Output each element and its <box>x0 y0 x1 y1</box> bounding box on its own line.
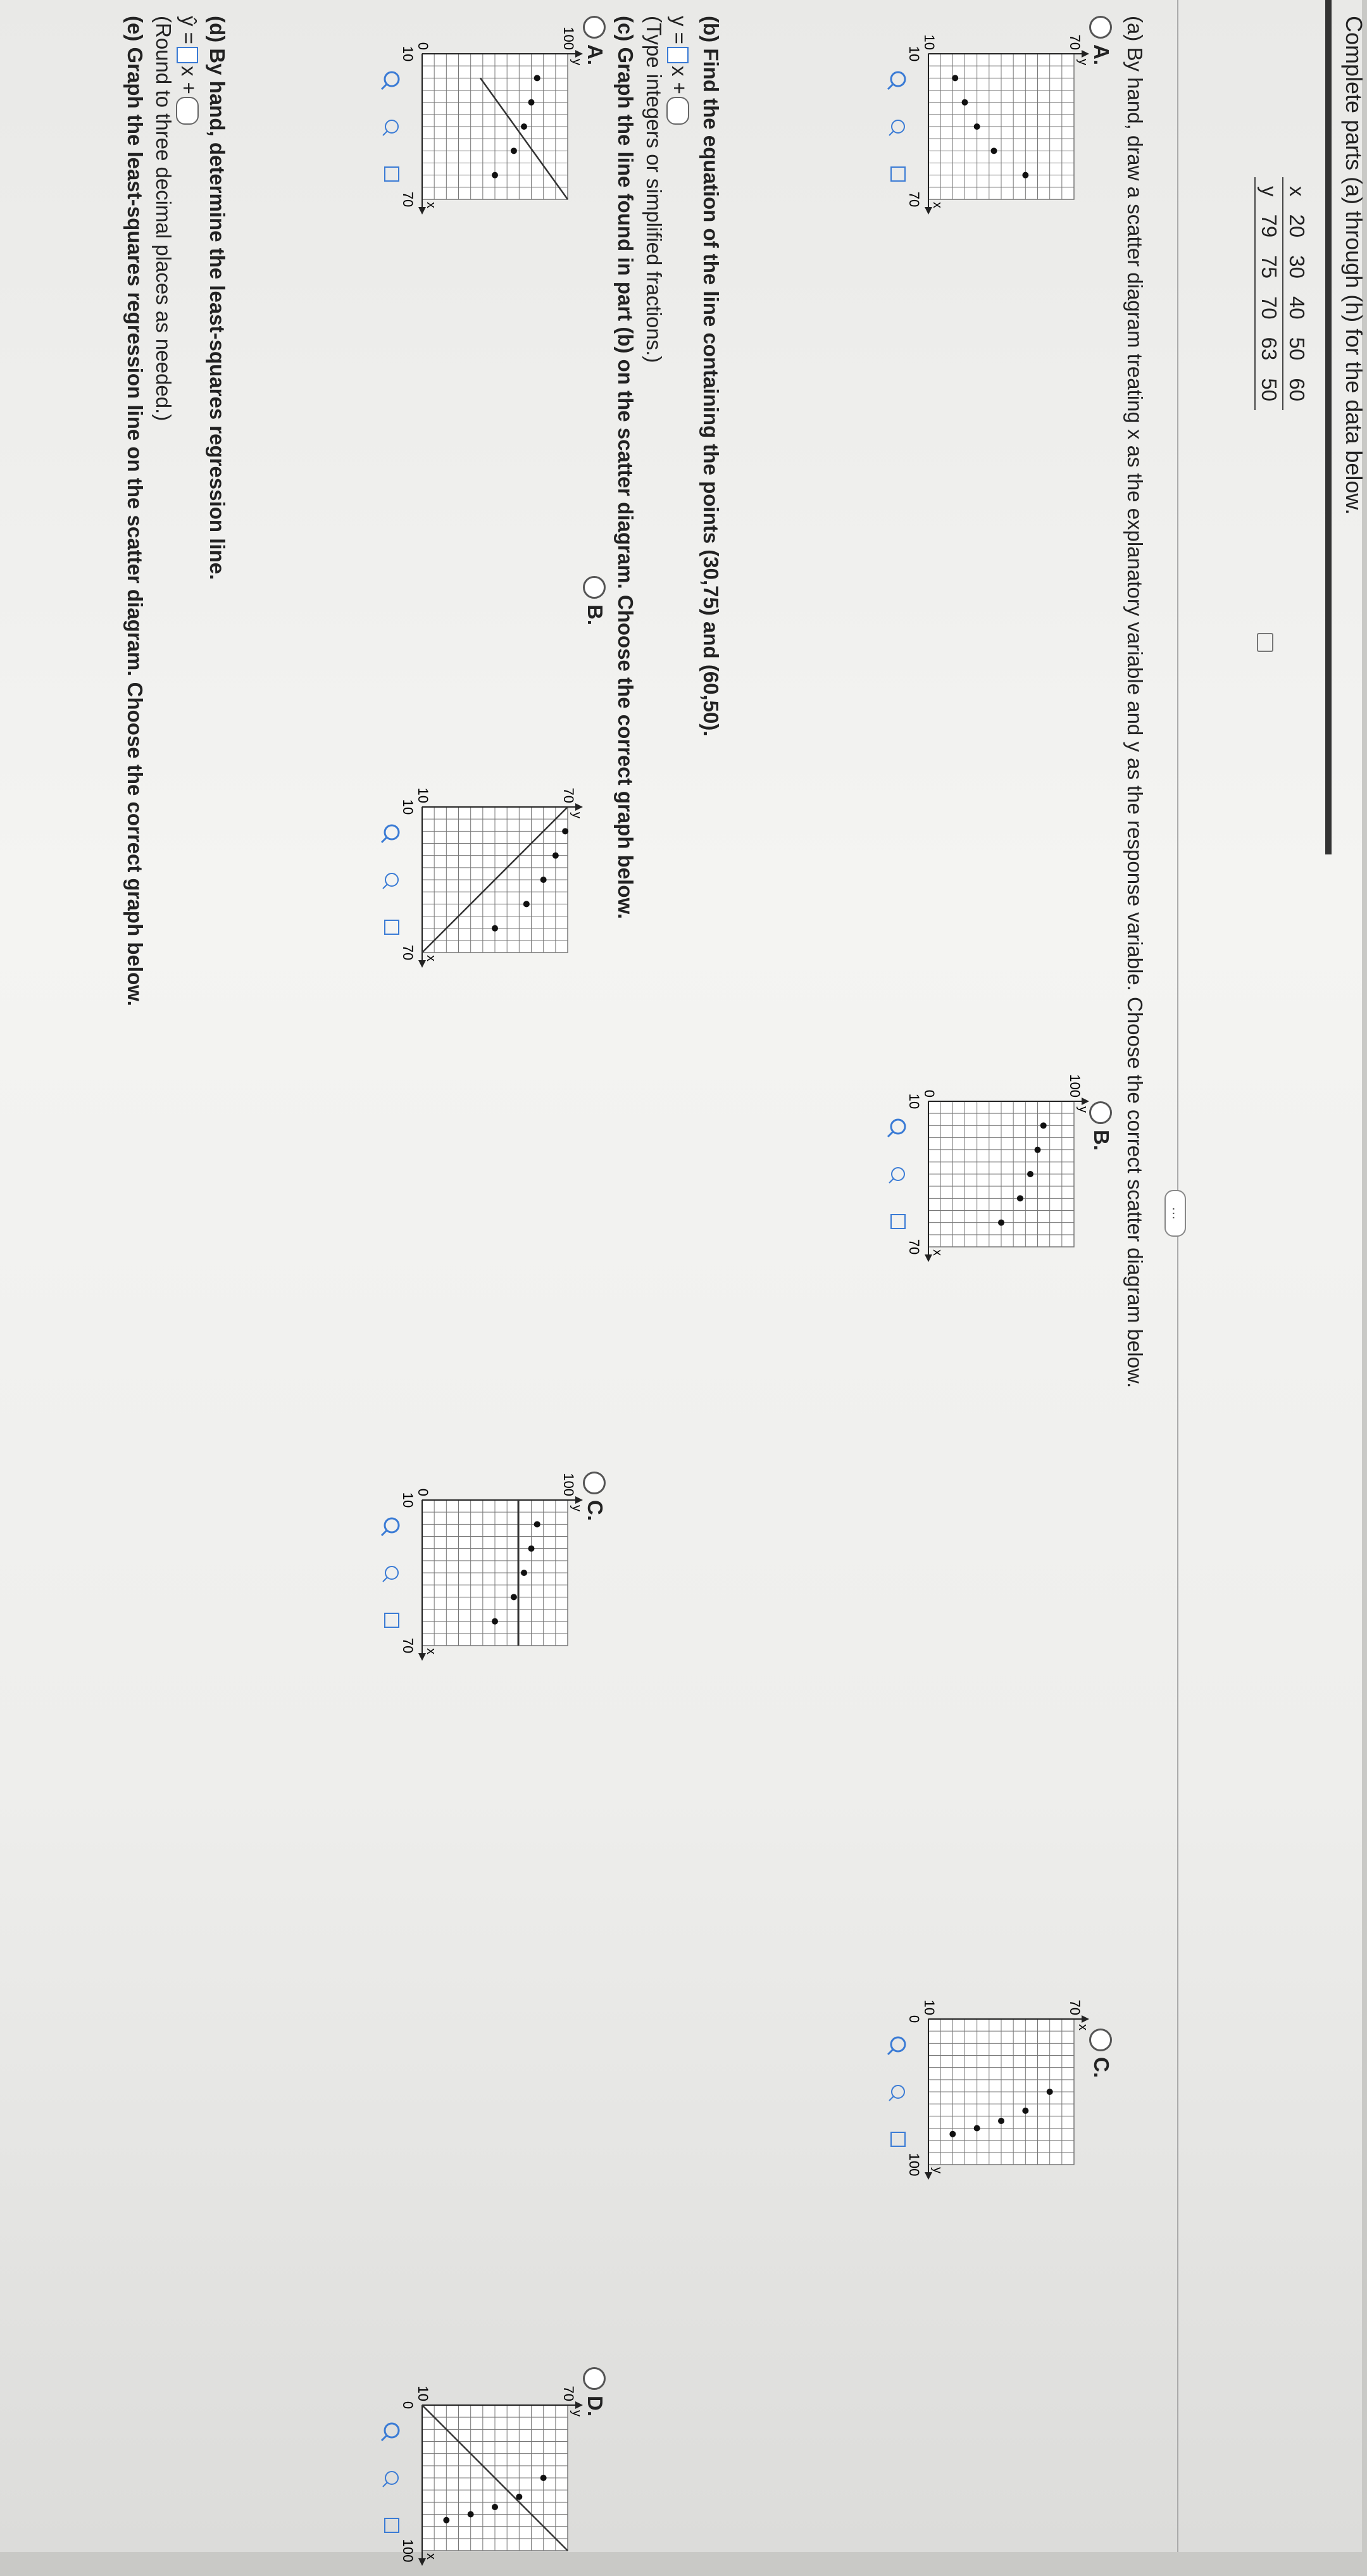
part-a-graph-b-zoom-in-icon-handle <box>888 1132 893 1137</box>
part-c-graph-a-axis-x-name: x <box>424 202 438 208</box>
part-c-graph-c-data-point <box>492 1618 498 1625</box>
part-c-graph-b-axis-x-name: x <box>424 955 438 961</box>
part-a-graph-a[interactable] <box>884 16 1093 225</box>
part-a-graph-c-y-max-label: 70 <box>1067 1999 1083 2015</box>
part-c-graph-c-zoom-out-icon-handle <box>383 1577 387 1582</box>
part-c-graph-b-y-arrow <box>575 803 583 811</box>
part-a-graph-b-x-min-label: 10 <box>906 1093 922 1110</box>
part-c-graph-d-data-point <box>443 2517 449 2523</box>
part-b-eq-prefix: y = <box>668 16 691 44</box>
part-a-graph-c-x-min-label: 0 <box>906 2015 922 2023</box>
part-c-graph-a-y-arrow <box>575 50 583 58</box>
part-c-graph-a-zoom-out-icon-handle <box>383 131 387 135</box>
part-c-graph-b-x-min-label: 10 <box>400 799 416 815</box>
part-a-graph-a-axis-y-name: y <box>1076 59 1090 65</box>
part-c-graph-d-zoom-out-icon-handle <box>383 2482 387 2487</box>
table-y-2: 70 <box>1255 287 1283 328</box>
part-a-graph-c[interactable] <box>884 1981 1093 2190</box>
part-a-graph-a-zoom-in-icon-handle <box>888 84 893 89</box>
part-c-graph-d-x-min-label: 0 <box>400 2401 416 2410</box>
part-a-graph-b-zoom-out-icon-handle <box>889 1179 894 1183</box>
part-a-graph-b-data-point <box>1027 1171 1033 1177</box>
part-c-graph-a-axis-y-name: y <box>570 59 584 65</box>
part-a-graph-b-data-point <box>1040 1122 1047 1129</box>
part-c-graph-c-data-point <box>534 1521 540 1527</box>
part-a-graph-c-data-point <box>998 2118 1004 2124</box>
part-d-prompt: (d) By hand, determine the least-squares regression line. <box>206 16 229 580</box>
part-a-graph-b-data-point <box>998 1220 1004 1226</box>
part-c-graph-d-data-point <box>540 2475 547 2481</box>
part-c-graph-a-x-max-label: 70 <box>400 191 416 208</box>
part-c-graph-b-zoom-in-icon-handle <box>382 837 387 842</box>
table-x-1: 30 <box>1283 246 1310 287</box>
part-c-option-d-label: D. <box>584 2396 607 2417</box>
part-c-graph-a-x-min-label: 10 <box>400 46 416 62</box>
part-d-intercept-input[interactable] <box>176 97 199 125</box>
part-c-graph-b-zoom-in-icon <box>385 825 399 839</box>
part-c-graph-d-popout-icon <box>385 2518 399 2532</box>
part-c-graph-c-axis-x-name: x <box>424 1648 438 1654</box>
part-c-graph-b-y-min-label: 10 <box>415 787 431 803</box>
part-a-graph-b-data-point <box>1035 1147 1041 1153</box>
part-a-graph-a-x-max-label: 70 <box>906 191 922 208</box>
table-x-4: 60 <box>1283 369 1310 410</box>
part-c-graph-c-data-point <box>528 1546 535 1552</box>
expand-more-button[interactable]: … <box>1164 1190 1186 1237</box>
part-c-graph-a-zoom-in-icon <box>385 72 399 86</box>
part-c-graph-c-x-max-label: 70 <box>400 1637 416 1654</box>
part-a-graph-c-y-min-label: 10 <box>921 1999 937 2015</box>
part-d-equation <box>176 16 201 127</box>
part-b-note: (Type integers or simplified fractions.) <box>642 16 666 363</box>
part-c-graph-c[interactable] <box>371 1462 587 1671</box>
part-a-graph-b-x-max-label: 70 <box>906 1239 922 1255</box>
part-b-prompt: (b) Find the equation of the line containing the points (30,75) and (60,50). <box>699 16 723 737</box>
part-a-graph-a-data-point <box>991 147 997 154</box>
part-c-graph-c-zoom-in-icon-handle <box>382 1530 387 1535</box>
part-a-graph-a-zoom-in-icon <box>891 72 905 86</box>
part-c-graph-c-x-min-label: 10 <box>400 1492 416 1508</box>
part-c-graph-b-axis-y-name: y <box>570 812 584 818</box>
data-table <box>1254 177 1310 410</box>
part-a-option-b-label: B. <box>1090 1130 1113 1151</box>
part-e-prompt: (e) Graph the least-squares regression line on the scatter diagram. Choose the correct graph below. <box>123 16 147 1006</box>
table-x-2: 40 <box>1283 287 1310 328</box>
part-d-eq-mid: x + <box>177 65 201 94</box>
part-a-graph-c-data-point <box>949 2131 956 2137</box>
part-a-graph-c-data-point <box>1047 2089 1053 2095</box>
part-b-eq-mid: x + <box>668 65 691 94</box>
part-a-graph-c-data-point <box>1022 2108 1028 2114</box>
table-y-0: 79 <box>1255 206 1283 247</box>
table-y-1: 75 <box>1255 246 1283 287</box>
part-a-graph-c-popout-icon <box>891 2132 905 2146</box>
part-a-graph-c-axis-x-name: y <box>930 2167 944 2173</box>
part-c-graph-c-y-min-label: 0 <box>415 1488 431 1496</box>
part-a-graph-a-y-min-label: 10 <box>921 34 937 50</box>
part-c-graph-b-data-point <box>523 901 530 907</box>
part-c-graph-d-zoom-in-icon-handle <box>382 2435 387 2441</box>
part-c-graph-b-x-max-label: 70 <box>400 944 416 961</box>
part-a-graph-c-y-arrow <box>1082 2015 1089 2023</box>
part-a-graph-a-data-point <box>952 75 958 81</box>
header-bar <box>1325 0 1332 854</box>
part-c-graph-c-zoom-in-icon <box>385 1518 399 1532</box>
part-c-graph-d-y-max-label: 70 <box>561 2385 577 2401</box>
part-b-equation <box>666 16 691 127</box>
part-a-graph-a-popout-icon <box>891 167 905 181</box>
table-x-label: x <box>1283 177 1310 206</box>
part-c-graph-c-data-point <box>511 1594 517 1600</box>
part-c-graph-d-axis-x-name: x <box>424 2553 438 2560</box>
part-a-graph-c-zoom-out-icon-handle <box>889 2096 894 2101</box>
part-a-graph-a-zoom-out-icon-handle <box>889 131 894 135</box>
part-c-graph-b-data-point <box>540 877 547 883</box>
copy-data-icon[interactable] <box>1257 633 1273 652</box>
part-a-graph-a-axis-x-name: x <box>930 202 944 208</box>
part-c-graph-b-data-point <box>562 828 568 834</box>
part-a-graph-a-x-min-label: 10 <box>906 46 922 62</box>
part-a-graph-c-axis-y-name: x <box>1076 2024 1090 2030</box>
part-c-graph-b[interactable] <box>371 769 587 978</box>
part-c-graph-a-data-point <box>492 172 498 178</box>
table-y-4: 50 <box>1255 369 1283 410</box>
part-a-graph-a-y-max-label: 70 <box>1067 34 1083 50</box>
part-a-graph-b-y-max-label: 100 <box>1067 1074 1083 1097</box>
part-c-graph-c-y-max-label: 100 <box>561 1473 577 1496</box>
part-c-graph-a-data-point <box>534 75 540 81</box>
table-y-3: 63 <box>1255 328 1283 370</box>
part-c-graph-d-y-arrow <box>575 2401 583 2409</box>
part-a-graph-a-data-point <box>1022 172 1028 178</box>
part-a-graph-b-axis-y-name: y <box>1076 1106 1090 1113</box>
part-c-graph-d-zoom-in-icon <box>385 2423 399 2437</box>
part-a-graph-c-zoom-in-icon-handle <box>888 2049 893 2054</box>
part-a-option-a-label: A. <box>1090 44 1113 65</box>
part-c-graph-d-axis-y-name: y <box>570 2410 584 2417</box>
part-c-graph-c-data-point <box>521 1570 527 1576</box>
part-a-graph-b-popout-icon <box>891 1215 905 1229</box>
part-a-graph-c-x-max-label: 100 <box>906 2153 922 2177</box>
part-c-graph-c-popout-icon <box>385 1613 399 1627</box>
part-c-graph-d-y-min-label: 10 <box>415 2385 431 2401</box>
part-a-graph-c-data-point <box>974 2125 980 2132</box>
part-a-graph-b-y-min-label: 0 <box>921 1089 937 1097</box>
part-c-option-b-label: B. <box>584 604 607 625</box>
part-c-graph-d[interactable] <box>371 2367 587 2576</box>
part-c-graph-a-data-point <box>511 147 517 154</box>
part-a-graph-b-y-arrow <box>1082 1097 1089 1105</box>
part-b-slope-input[interactable] <box>667 47 689 63</box>
part-a-graph-c-zoom-in-icon <box>891 2037 905 2051</box>
part-a-graph-b-data-point <box>1017 1195 1023 1201</box>
part-c-option-a-label: A. <box>584 44 607 65</box>
part-a-graph-a-data-point <box>962 99 968 106</box>
part-c-graph-a-y-min-label: 0 <box>415 42 431 50</box>
part-c-prompt: (c) Graph the line found in part (b) on the scatter diagram. Choose the correct graph below. <box>614 16 637 920</box>
divider <box>1177 0 1178 2552</box>
part-c-graph-d-data-point <box>516 2494 522 2500</box>
part-a-graph-b-axis-x-name: x <box>930 1249 944 1256</box>
part-c-graph-c-axis-y-name: y <box>570 1505 584 1511</box>
part-c-graph-b-zoom-out-icon-handle <box>383 884 387 889</box>
part-c-option-c-label: C. <box>584 1500 607 1521</box>
part-c-graph-b-data-point <box>552 853 559 859</box>
part-c-graph-b-popout-icon <box>385 920 399 934</box>
part-c-graph-c-y-arrow <box>575 1496 583 1504</box>
part-a-prompt: (a) By hand, draw a scatter diagram treating x as the explanatory variable and y as the response variable. Choose the correct scatter diagram below. <box>1123 16 1147 1389</box>
part-c-graph-d-x-max-label: 100 <box>400 2539 416 2563</box>
table-x-3: 50 <box>1283 328 1310 370</box>
part-a-graph-a-data-point <box>974 123 980 130</box>
part-c-graph-d-data-point <box>468 2511 474 2518</box>
part-c-graph-a-zoom-in-icon-handle <box>382 84 387 89</box>
part-c-graph-b-y-max-label: 70 <box>561 787 577 803</box>
part-c-graph-a-popout-icon <box>385 167 399 181</box>
part-a-graph-a-y-arrow <box>1082 50 1089 58</box>
header-text: Complete parts (a) through (h) for the data below. <box>1341 16 1367 515</box>
part-a-graph-b-zoom-in-icon <box>891 1120 905 1134</box>
part-b-intercept-input[interactable] <box>666 97 689 125</box>
part-c-graph-a-data-point <box>521 123 527 130</box>
table-x-0: 20 <box>1283 206 1310 247</box>
part-c-option-b-radio[interactable] <box>583 576 606 599</box>
table-y-label: y <box>1255 177 1283 206</box>
part-c-graph-a-data-point <box>528 99 535 106</box>
part-c-graph-a-y-max-label: 100 <box>561 27 577 50</box>
part-a-graph-b[interactable] <box>878 1063 1093 1272</box>
part-c-graph-a[interactable] <box>371 16 587 225</box>
part-d-eq-prefix: ŷ = <box>177 16 201 44</box>
part-d-note: (Round to three decimal places as needed.) <box>152 16 175 422</box>
part-a-option-c-label: C. <box>1090 2057 1113 2078</box>
part-d-slope-input[interactable] <box>177 47 198 63</box>
part-c-graph-d-data-point <box>492 2504 498 2510</box>
part-c-graph-b-data-point <box>492 925 498 932</box>
